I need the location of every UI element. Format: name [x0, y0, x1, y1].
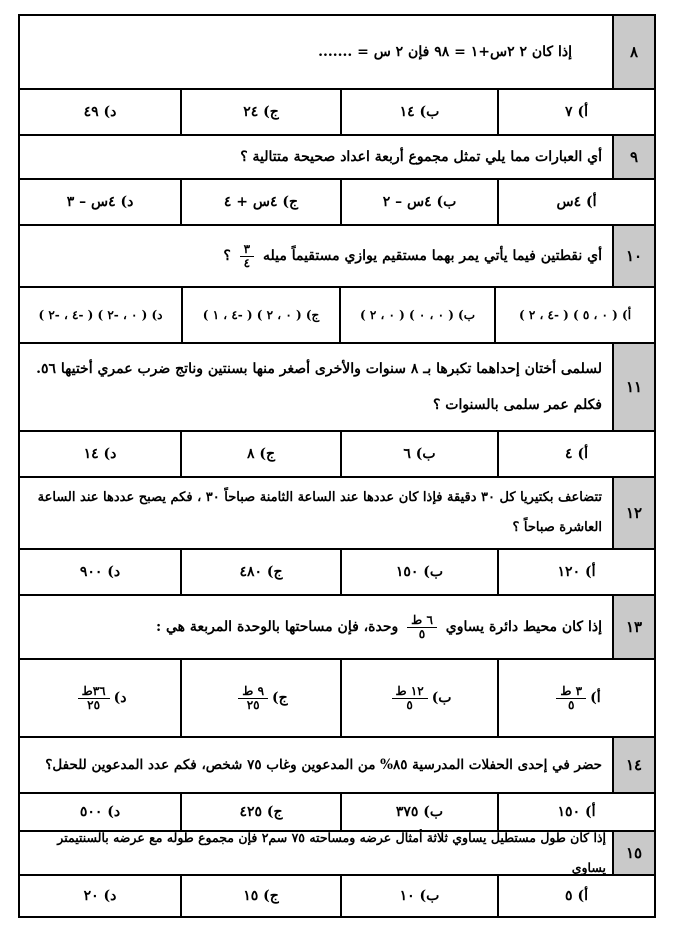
question-text: أي العبارات مما يلي تمثل مجموع أربعة اعداد صحيحة متتالية ؟ [240, 149, 602, 165]
question-text-main: أي نقطتين فيما يأتي يمر بهما مستقيم يوازي مستقيماً ميله [262, 248, 602, 264]
options-10 [20, 288, 654, 342]
fraction-numerator: ٩ ط [238, 685, 268, 699]
question-line-1: لسلمى أختان إحداهما تكبرها بـ ٨ سنوات والأخرى أصغر منها بسنتين وناتج ضرب عمري أختيها ٥٦. [36, 361, 602, 377]
question-text: حضر في إحدى الحفلات المدرسية ٨٥% من المدعوين وغاب ٧٥ شخص، فكم عدد المدعوين للحفل؟ [45, 757, 602, 773]
option-c[interactable]: ج) ٤٨٠ [180, 550, 340, 594]
fraction-denominator: ٢٥ [246, 697, 260, 712]
question-text [20, 226, 612, 286]
options-12 [20, 550, 654, 594]
question-text [20, 344, 612, 430]
question-8 [20, 16, 654, 88]
options-11 [20, 432, 654, 476]
option-a[interactable]: أ) ( ٠ ، ٥ ) ( -٤ ، ٢ ) [494, 288, 654, 342]
question-number: ١١ [612, 344, 654, 430]
option-b[interactable]: ب) ١٠ [340, 876, 497, 916]
options-13 [20, 660, 654, 736]
circumference-fraction [407, 614, 437, 641]
slope-denominator: ٤ [243, 255, 251, 270]
option-a[interactable]: أ) ٤ [497, 432, 654, 476]
slope-numerator: ٣ [240, 243, 254, 257]
question-line-1: تتضاعف بكتيريا كل ٣٠ دقيقة فإذا كان عددها عند الساعة الثامنة صباحاً ٣٠ ، فكم يصبح عددها عند الساعة [37, 489, 602, 505]
option-d[interactable]: د) ٥٠٠ [79, 804, 121, 820]
option-b[interactable]: ب) ١٥٠ [340, 550, 497, 594]
question-14 [20, 738, 654, 792]
option-fraction [556, 685, 586, 712]
option-a[interactable] [497, 660, 654, 736]
slope-fraction [240, 243, 254, 270]
option-d[interactable]: د) ٢٠ [83, 888, 117, 904]
fraction-denominator: ٥ [568, 697, 575, 712]
option-label: ج) [272, 690, 288, 706]
option-c[interactable]: ج) ( ٠ ، ٢ ) ( -٤ ، ١ ) [181, 288, 339, 342]
options-9 [20, 180, 654, 224]
option-d[interactable]: د) ٩٠٠ [79, 564, 121, 580]
option-label: أ) [590, 690, 601, 706]
option-c[interactable]: ج) ٢٤ [180, 90, 340, 134]
question-11 [20, 344, 654, 430]
option-b[interactable]: ب) ٦ [340, 432, 497, 476]
fraction-numerator: ٣٦ط [78, 685, 110, 699]
option-label: ب) [431, 690, 452, 706]
option-a[interactable]: أ) ١٢٠ [497, 550, 654, 594]
question-number: ٩ [612, 136, 654, 178]
option-d[interactable]: د) ١٤ [83, 446, 117, 462]
question-text [20, 478, 612, 548]
option-c[interactable]: ج) ٤س + ٤ [180, 180, 340, 224]
question-9 [20, 136, 654, 178]
option-d[interactable]: د) ٤س – ٣ [66, 194, 134, 210]
option-a[interactable]: أ) ٥ [497, 876, 654, 916]
option-b[interactable]: ب) ٣٧٥ [340, 794, 497, 830]
option-c[interactable]: ج) ١٥ [180, 876, 340, 916]
question-text [20, 596, 612, 658]
option-d[interactable]: د) ( ٠ ، -٢ ) ( -٤ ، -٢ ) [38, 308, 163, 322]
question-line-2: العاشرة صباحاً ؟ [512, 520, 602, 536]
option-b[interactable]: ب) ١٤ [340, 90, 497, 134]
option-c[interactable] [180, 660, 340, 736]
question-number: ١٤ [612, 738, 654, 792]
fraction-numerator: ٣ ط [556, 685, 586, 699]
option-fraction [78, 685, 110, 712]
option-a[interactable]: أ) ٤س [497, 180, 654, 224]
question-12 [20, 478, 654, 548]
question-number: ١٥ [612, 832, 654, 874]
option-a[interactable]: أ) ٧ [497, 90, 654, 134]
fraction-denominator: ٥ [406, 697, 413, 712]
question-text: إذا كان طول مستطيل يساوي ثلاثة أمثال عرضه ومساحته ٧٥ سم٢ فإن مجموع طوله مع عرضه بالسنتيمتر يساوي [57, 830, 606, 875]
question-sheet [18, 14, 656, 918]
question-number: ٨ [612, 16, 654, 88]
options-8 [20, 90, 654, 134]
option-label: د) [113, 690, 127, 706]
option-b[interactable]: ب) ( ٠ ، ٠ ) ( ٠ ، ٢ ) [339, 288, 494, 342]
option-d[interactable]: د) ٤٩ [83, 104, 117, 120]
question-number: ١٢ [612, 478, 654, 548]
fraction-denominator: ٢٥ [87, 697, 101, 712]
option-fraction [392, 685, 428, 712]
options-15 [20, 876, 654, 916]
question-number: ١٣ [612, 596, 654, 658]
question-text: إذا كان ٢ ٢س+١ = ٩٨ فإن ٢ س = ....... [318, 44, 572, 60]
question-15 [20, 832, 654, 874]
option-fraction [238, 685, 268, 712]
question-text-a: إذا كان محيط دائرة يساوي [445, 619, 602, 635]
option-d[interactable] [20, 660, 180, 736]
fraction-numerator: ١٢ ط [392, 685, 428, 699]
question-text-b: وحدة، فإن مساحتها بالوحدة المربعة هي : [155, 619, 399, 635]
option-b[interactable]: ب) ٤س – ٢ [340, 180, 497, 224]
question-mark: ؟ [223, 248, 231, 264]
circumference-numerator: ٦ ط [407, 614, 437, 628]
option-c[interactable]: ج) ٨ [180, 432, 340, 476]
circumference-denominator: ٥ [418, 626, 426, 641]
option-a[interactable]: أ) ١٥٠ [497, 794, 654, 830]
question-13 [20, 596, 654, 658]
question-10 [20, 226, 654, 286]
question-line-2: فكلم عمر سلمى بالسنوات ؟ [432, 397, 602, 413]
option-c[interactable]: ج) ٤٢٥ [180, 794, 340, 830]
question-number: ١٠ [612, 226, 654, 286]
option-b[interactable] [340, 660, 497, 736]
